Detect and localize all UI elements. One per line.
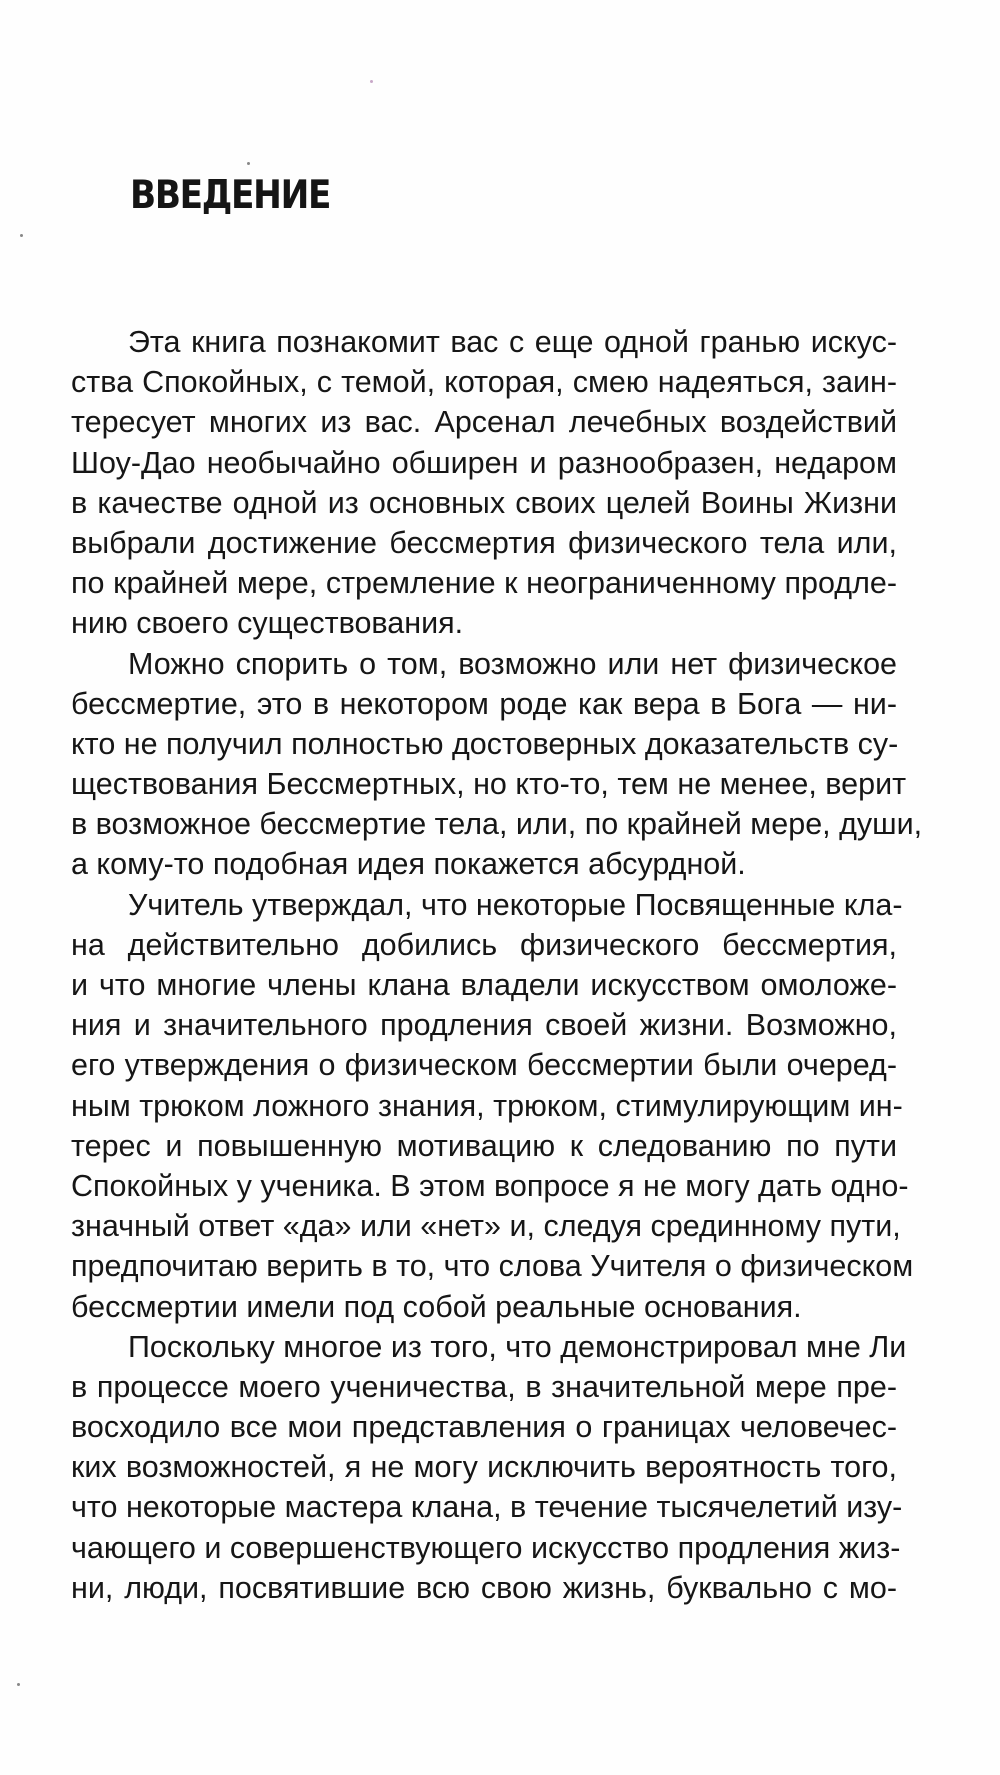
text-line: ществования Бессмертных, но кто-то, тем не менее, верит (71, 767, 907, 802)
text-line: восходило все мои представления о границах человечес- (71, 1410, 897, 1445)
text-line: Поскольку многое из того, что демонстрировал мне Ли (128, 1329, 907, 1364)
text-line: ным трюком ложного знания, трюком, стимулирующим ин- (71, 1088, 903, 1123)
paragraph-4 (71, 1327, 907, 1608)
text-line: Можно спорить о том, возможно или нет физическое (128, 646, 897, 681)
scan-speck (247, 162, 250, 165)
text-line: нию своего существования. (71, 606, 464, 641)
text-line: бессмертие, это в некотором роде как вера в Бога — ни- (71, 686, 897, 721)
text-line: бессмертии имели под собой реальные основания. (71, 1289, 802, 1324)
text-line: Шоу-Дао необычайно обширен и разнообразен, недаром (71, 445, 897, 480)
text-line: выбрали достижение бессмертия физического тела или, (71, 525, 897, 560)
scan-speck (17, 1683, 20, 1686)
text-line: в возможное бессмертие тела, или, по крайней мере, души, (71, 807, 923, 842)
text-line: Учитель утверждал, что некоторые Посвященные кла- (128, 887, 903, 922)
paragraph-2 (71, 644, 923, 885)
text-line: по крайней мере, стремление к неограниченному продле- (71, 566, 897, 601)
text-line: предпочитаю верить в то, что слова Учителя о физическом (71, 1249, 914, 1284)
text-line: кто не получил полностью достоверных доказательств су- (71, 726, 899, 761)
text-line: а кому-то подобная идея покажется абсурдной. (71, 847, 746, 882)
paragraph-3 (71, 885, 914, 1327)
text-line: его утверждения о физическом бессмертии были очеред- (71, 1048, 897, 1083)
text-line: ния и значительного продления своей жизни. Возможно, (71, 1008, 897, 1043)
text-line: ства Спокойных, с темой, которая, смею надеяться, заин- (71, 365, 897, 400)
paragraph-1 (71, 322, 897, 644)
text-line: тересует многих из вас. Арсенал лечебных воздействий (71, 405, 897, 440)
text-line: Спокойных у ученика. В этом вопросе я не могу дать одно- (71, 1168, 909, 1203)
scan-speck (370, 80, 373, 83)
text-line: в качестве одной из основных своих целей Воины Жизни (71, 485, 897, 520)
text-line: на действительно добились физического бессмертия, (71, 927, 897, 962)
text-line: ких возможностей, я не могу исключить вероятность того, (71, 1450, 897, 1485)
text-line: терес и повышенную мотивацию к следованию по пути (71, 1128, 897, 1163)
text-line: и что многие члены клана владели искусством омоложе- (71, 968, 897, 1002)
text-line: ни, люди, посвятившие всю свою жизнь, буквально с мо- (71, 1570, 897, 1605)
chapter-heading: ВВЕДЕНИЕ (130, 173, 331, 218)
scan-speck (20, 234, 23, 237)
text-line: чающего и совершенствующего искусство продления жиз- (71, 1530, 901, 1565)
body-text (71, 322, 923, 1608)
text-line: в процессе моего ученичества, в значительной мере пре- (71, 1369, 897, 1404)
text-line: что некоторые мастера клана, в течение тысячелетий изу- (71, 1490, 903, 1525)
text-line: Эта книга познакомит вас с еще одной гранью искус- (128, 325, 897, 359)
text-line: значный ответ «да» или «нет» и, следуя срединному пути, (71, 1209, 901, 1244)
